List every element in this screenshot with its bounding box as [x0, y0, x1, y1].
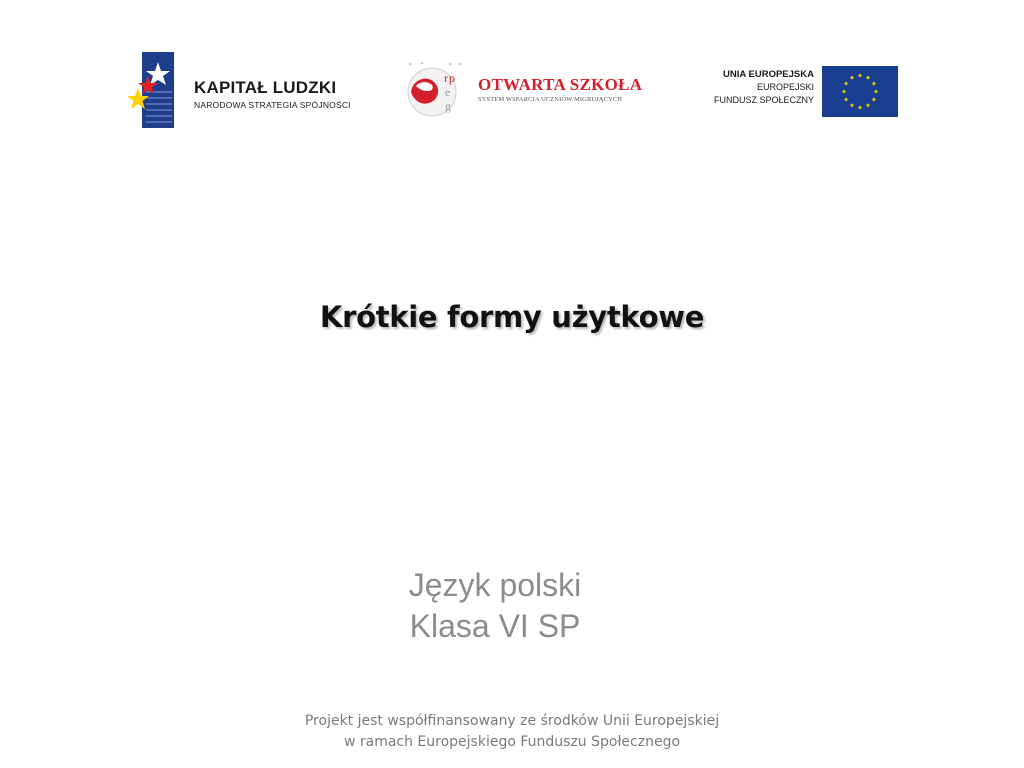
otwarta-szkola-logo — [404, 60, 654, 120]
slide-title: Krótkie formy użytkowe — [319, 300, 705, 334]
unia-europejska-text — [714, 68, 814, 107]
kapital-ludzki-star-icon — [128, 52, 176, 128]
unia-europejska-logo — [700, 64, 900, 120]
unia-europejska-line3: FUNDUSZ SPOŁECZNY — [713, 95, 814, 105]
kapital-ludzki-subtitle: NARODOWA STRATEGIA SPÓJNOŚCI — [194, 100, 351, 110]
otwarta-szkola-subtitle: SYSTEM WSPARCIA UCZNIÓW MIGRUJĄCYCH — [478, 96, 623, 103]
kapital-ludzki-title: KAPITAŁ LUDZKI — [194, 78, 337, 97]
svg-text:p: p — [449, 71, 455, 85]
otwarta-szkola-title: OTWARTA SZKOŁA — [478, 75, 643, 94]
svg-text:e: e — [445, 85, 451, 99]
eu-flag-icon — [822, 66, 898, 117]
footer-line-2: w ramach Europejskiego Funduszu Społecznego — [343, 734, 681, 750]
svg-text:g: g — [445, 99, 451, 113]
slide-grade: Klasa VI SP — [409, 608, 581, 644]
unia-europejska-line2: EUROPEJSKI — [756, 82, 814, 92]
otwarta-szkola-icon — [404, 60, 470, 120]
footer-line-1: Projekt jest współfinansowany ze środków Unii Europejskiej — [304, 713, 720, 729]
unia-europejska-line1: UNIA EUROPEJSKA — [723, 69, 814, 80]
slide-subject: Język polski — [408, 567, 582, 603]
svg-text:r: r — [444, 71, 448, 85]
kapital-ludzki-logo — [128, 52, 368, 130]
